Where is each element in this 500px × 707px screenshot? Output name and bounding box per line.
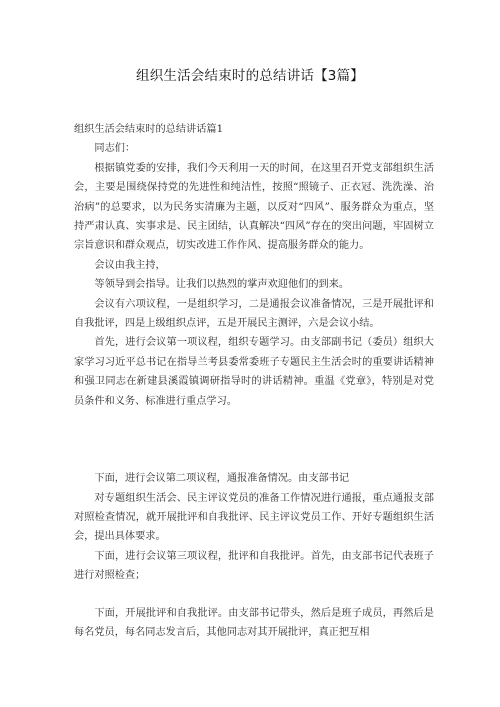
body-paragraph: 会议由我主持， xyxy=(94,259,166,271)
body-paragraph: 下面，进行会议第二项议程，通报准备情况。由支部书记 xyxy=(94,473,350,485)
body-paragraph: 对专题组织生活会、民主评议党员的准备工作情况进行通报，重点通报支部对照检查情况，就开展批评和自我批评、民主评议党员工作、开好专题组织生活会，提出具体要求。 xyxy=(74,492,434,543)
body-paragraph: 等领导到会指导。让我们以热烈的掌声欢迎他们的到来。 xyxy=(94,279,350,291)
body-paragraph: 下面，开展批评和自我批评。由支部书记带头，然后是班子成员，再然后是每名党员，每名同志发言后，其他同志对其开展批评，真正把互相 xyxy=(74,607,434,638)
body-paragraph: 下面，进行会议第三项议程，批评和自我批评。首先，由支部书记代表班子进行对照检查； xyxy=(74,550,434,582)
document-body xyxy=(74,120,434,642)
blank-gap xyxy=(74,411,434,469)
body-paragraph: 会议有六项议程，一是组织学习，二是通报会议准备情况，三是开展批评和自我批评，四是上级组织点评，五是开展民主测评，六是会议小结。 xyxy=(74,298,434,330)
greeting-paragraph: 同志们： xyxy=(94,143,136,155)
document-title: 组织生活会结束时的总结讲话【3篇】 xyxy=(136,68,364,84)
body-paragraph: 首先，进行会议第一项议程，组织专题学习。由支部副书记（委员）组织大家学习习近平总书记在指导兰考县委常委班子专题民主生活会时的重要讲话精神和强卫同志在新建县溪霞镇调研指导时的讲话精神。重温《党章》，特别是对党员条件和义务、标准进行重点学习。 xyxy=(74,337,434,407)
section-heading: 组织生活会结束时的总结讲话篇1 xyxy=(74,124,224,135)
body-paragraph: 根据镇党委的安排，我们今天利用一天的时间，在这里召开党支部组织生活会，主要是围绕保持党的先进性和纯洁性，按照“照镜子、正衣冠、洗洗澡、治治病”的总要求，以为民务实清廉为主题，以反对“四风”、服务群众为重点，坚持严肃认真、实事求是、民主团结，认真解决“四风”存在的突出问题，牢固树立宗旨意识和群众观点，切实改进工作作风、提高服务群众的能力。 xyxy=(74,162,434,252)
blank-gap xyxy=(74,586,434,604)
